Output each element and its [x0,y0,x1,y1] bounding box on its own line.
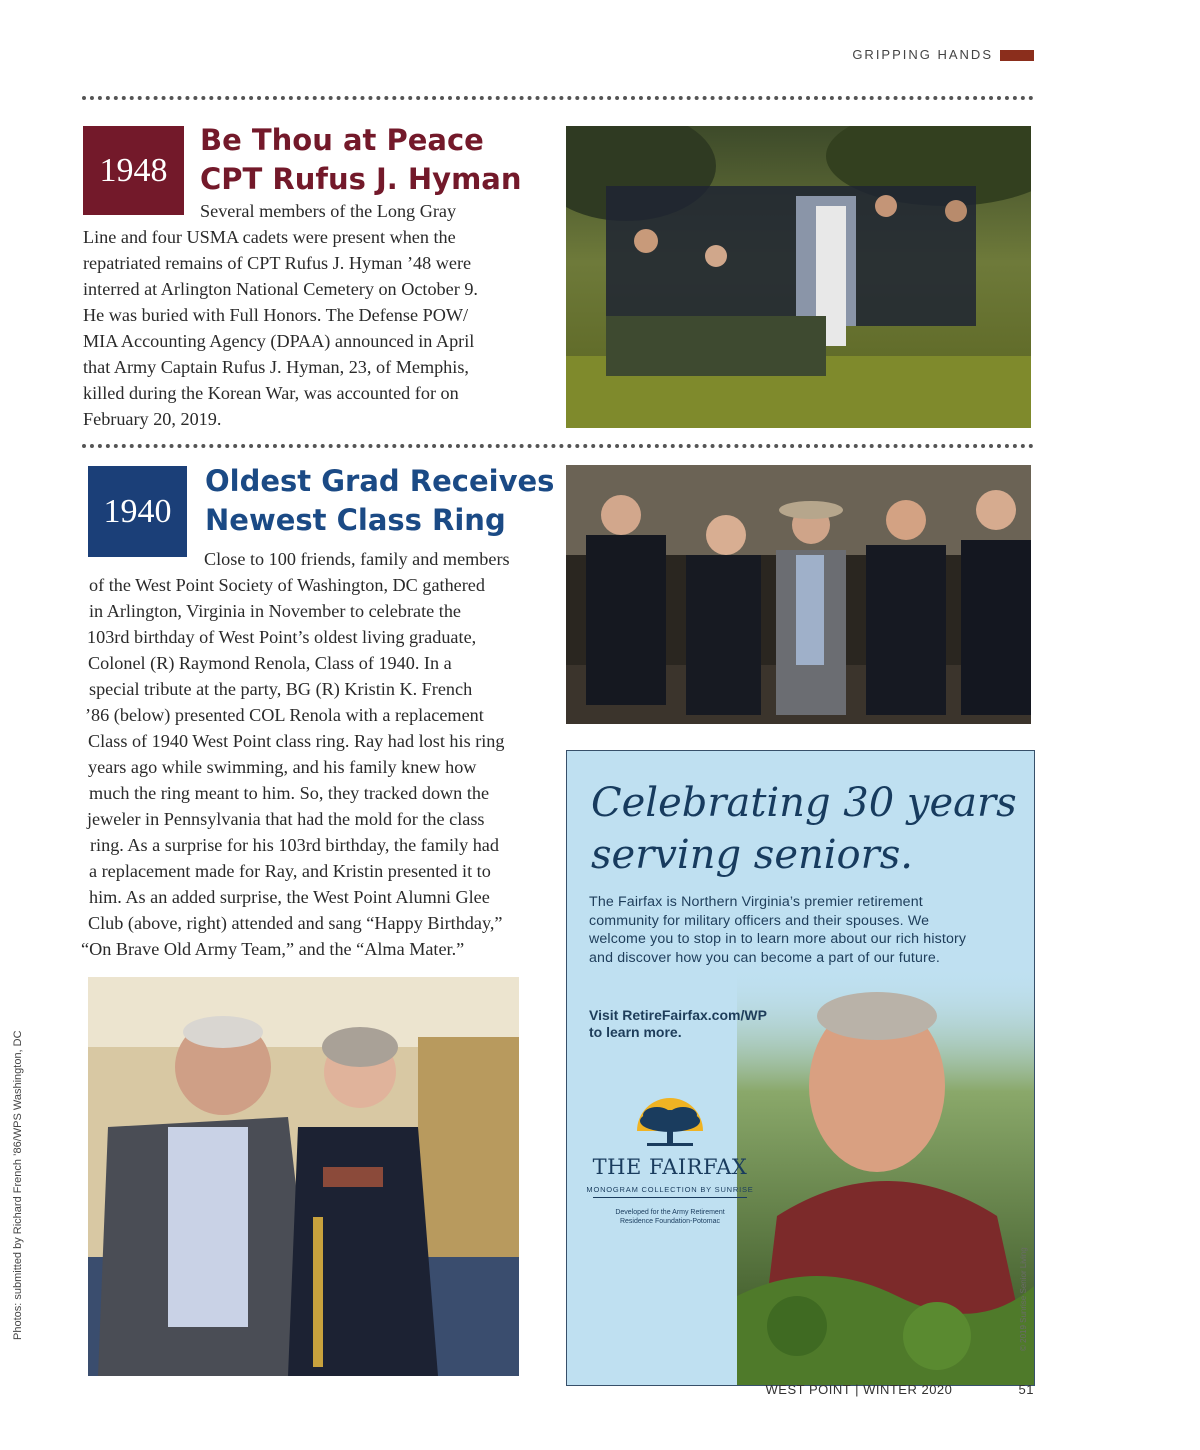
year-badge-1940: 1940 [88,466,187,557]
headline-1948-line-1: Be Thou at Peace [200,123,484,157]
developer-line-1: Developed for the Army Retirement [615,1209,725,1216]
issue-label: WINTER 2020 [863,1382,953,1397]
body-line: Club (above, right) attended and sang “Happy Birthday,” [88,913,503,933]
body-line: years ago while swimming, and his family knew how [88,757,477,777]
page-footer [700,1382,1034,1397]
ad-headline-line-1: Celebrating 30 years [591,780,1017,826]
divider-top [82,96,1034,100]
body-line: killed during the Korean War, was accounted for on [83,383,459,403]
glee-club-photo [566,465,1031,724]
ad-body-line: The Fairfax is Northern Virginia’s premier retirement [589,894,923,910]
body-line: special tribute at the party, BG (R) Kristin K. French [89,679,473,699]
ad-cta-line-1: Visit RetireFairfax.com/WP [589,1007,767,1023]
section-label: GRIPPING HANDS [852,47,993,62]
headline-1940-line-2: Newest Class Ring [205,503,506,537]
ad-cta-line-2: to learn more. [589,1024,682,1040]
headline-1940-line-1: Oldest Grad Receives [205,464,555,498]
tree-logo-icon [633,1091,707,1151]
body-line: Class of 1940 West Point class ring. Ray had lost his ring [88,731,505,751]
body-line: jeweler in Pennsylvania that had the mold for the class [87,809,485,829]
body-line: that Army Captain Rufus J. Hyman, 23, of Memphis, [83,357,469,377]
body-line: Colonel (R) Raymond Renola, Class of 1940. In a [88,653,452,673]
headline-1948-line-2: CPT Rufus J. Hyman [200,162,522,196]
article-1948-body [83,198,553,432]
ad-body [589,893,1029,967]
smiling-man-photo [737,966,1034,1385]
divider-middle [82,444,1034,448]
ad-body-line: welcome you to stop in to learn more about our rich history [589,931,967,947]
body-line: MIA Accounting Agency (DPAA) announced in April [83,331,475,351]
body-line: him. As an added surprise, the West Point Alumni Glee [89,887,490,907]
body-line: interred at Arlington National Cemetery on October 9. [83,279,478,299]
body-line: of the West Point Society of Washington, DC gathered [89,575,485,595]
year-badge-1948: 1948 [83,126,184,215]
page-number: 51 [1018,1382,1034,1397]
body-line: much the ring meant to him. So, they tracked down the [89,783,490,803]
body-line: He was buried with Full Honors. The Defense POW/ [83,305,469,325]
ceremony-photo [566,126,1031,428]
publication-name: WEST POINT [765,1382,851,1397]
ad-copyright: © 2019 Sunrise Senior Living [1019,1247,1028,1351]
body-line: ring. As a surprise for his 103rd birthday, the family had [90,835,499,855]
article-1940-body [83,546,553,962]
body-line: a replacement made for Ray, and Kristin presented it to [89,861,491,881]
body-line: February 20, 2019. [83,409,222,429]
body-line: Close to 100 friends, family and members [204,549,510,569]
fairfax-brand-name: THE FAIRFAX [592,1155,748,1179]
ring-presentation-photo [88,977,519,1376]
ad-website-link[interactable] [589,1007,767,1041]
body-line: Several members of the Long Gray [200,201,457,221]
footer-separator: | [855,1382,859,1397]
fairfax-advertisement [566,750,1035,1386]
body-line: repatriated remains of CPT Rufus J. Hyman ’48 were [83,253,472,273]
fairfax-developer-note [585,1208,755,1226]
body-line: 103rd birthday of West Point’s oldest living graduate, [87,627,477,647]
photo-credit: Photos: submitted by Richard French ’86/WPS Washington, DC [12,1030,24,1340]
ad-headline [591,777,1031,881]
headline-1940 [205,462,554,540]
section-accent-bar [1000,50,1034,61]
fairfax-brand-subtitle: MONOGRAM COLLECTION BY SUNRISE [586,1185,754,1194]
body-line: “On Brave Old Army Team,” and the “Alma Mater.” [81,939,465,959]
developer-line-2: Residence Foundation-Potomac [619,1218,720,1225]
body-line: ’86 (below) presented COL Renola with a replacement [85,705,484,725]
ad-headline-line-2: serving seniors. [591,832,913,878]
ad-body-line: community for military officers and their spouses. We [589,912,930,929]
ad-body-line: and discover how you can become a part of our future. [589,949,941,966]
body-line: in Arlington, Virginia in November to celebrate the [89,601,461,621]
brand-divider [593,1197,747,1198]
body-line: Line and four USMA cadets were present when the [83,227,456,247]
headline-1948 [200,121,522,199]
